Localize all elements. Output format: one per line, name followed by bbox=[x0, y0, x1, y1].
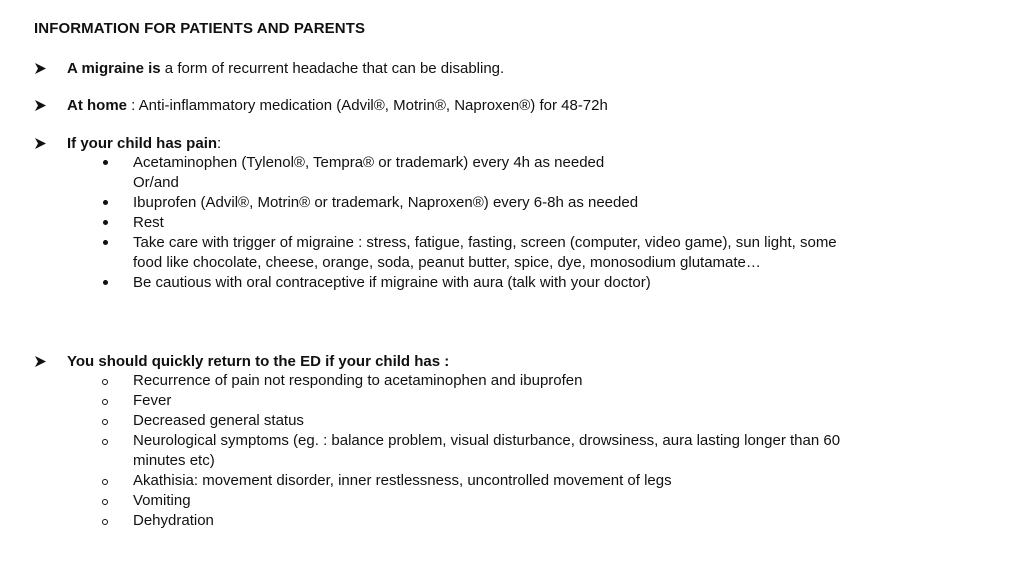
section-lead: You should quickly return to the ED if your child has : bbox=[67, 353, 450, 370]
filled-dot-bullet-icon bbox=[100, 233, 112, 253]
filled-dot-bullet-icon bbox=[100, 153, 112, 173]
section-if-pain bbox=[34, 134, 994, 293]
list-item: Take care with trigger of migraine : stress, fatigue, fasting, screen (computer, video game), sun light, some food like chocolate, cheese, orange, soda, peanut butter, spice, dye, monosodium glutamate… bbox=[133, 233, 853, 273]
hollow-circle-bullet-icon bbox=[100, 511, 112, 531]
hollow-circle-bullet-icon bbox=[100, 431, 112, 451]
pain-treatment-list bbox=[34, 153, 994, 293]
warning-signs-list bbox=[34, 371, 994, 531]
list-item: Akathisia: movement disorder, inner restlessness, uncontrolled movement of legs bbox=[133, 471, 853, 491]
list-item: Be cautious with oral contraceptive if migraine with aura (talk with your doctor) bbox=[133, 273, 853, 293]
section-text: : bbox=[217, 135, 222, 152]
section-text: a form of recurrent headache that can be disabling. bbox=[160, 60, 505, 77]
hollow-circle-bullet-icon bbox=[100, 371, 112, 391]
arrowhead-bullet-icon bbox=[34, 96, 48, 115]
arrowhead-bullet-icon bbox=[34, 352, 48, 371]
filled-dot-bullet-icon bbox=[100, 193, 112, 213]
arrowhead-bullet-icon bbox=[34, 59, 48, 78]
section-migraine-definition bbox=[34, 59, 994, 78]
section-at-home bbox=[34, 96, 994, 115]
list-item: Acetaminophen (Tylenol®, Tempra® or trademark) every 4h as needed Or/and bbox=[133, 153, 853, 193]
page-title: INFORMATION FOR PATIENTS AND PARENTS bbox=[34, 20, 366, 37]
section-return-to-ed bbox=[34, 352, 994, 531]
section-lead: At home bbox=[67, 97, 127, 114]
list-item: Dehydration bbox=[133, 511, 853, 531]
arrowhead-bullet-icon bbox=[34, 134, 48, 153]
hollow-circle-bullet-icon bbox=[100, 411, 112, 431]
hollow-circle-bullet-icon bbox=[100, 491, 112, 511]
list-item: Decreased general status bbox=[133, 411, 853, 431]
section-lead: A migraine is bbox=[67, 60, 161, 77]
section-text: : Anti-inflammatory medication (Advil®, Motrin®, Naproxen®) for 48-72h bbox=[127, 97, 608, 114]
list-item: Neurological symptoms (eg. : balance problem, visual disturbance, drowsiness, aura lasting longer than 60 minutes etc) bbox=[133, 431, 853, 471]
list-item: Rest bbox=[133, 213, 853, 233]
hollow-circle-bullet-icon bbox=[100, 471, 112, 491]
list-item: Ibuprofen (Advil®, Motrin® or trademark, Naproxen®) every 6-8h as needed bbox=[133, 193, 853, 213]
section-lead: If your child has pain bbox=[67, 135, 218, 152]
filled-dot-bullet-icon bbox=[100, 273, 112, 293]
filled-dot-bullet-icon bbox=[100, 213, 112, 233]
list-item: Vomiting bbox=[133, 491, 853, 511]
hollow-circle-bullet-icon bbox=[100, 391, 112, 411]
list-item: Fever bbox=[133, 391, 853, 411]
list-item: Recurrence of pain not responding to acetaminophen and ibuprofen bbox=[133, 371, 853, 391]
